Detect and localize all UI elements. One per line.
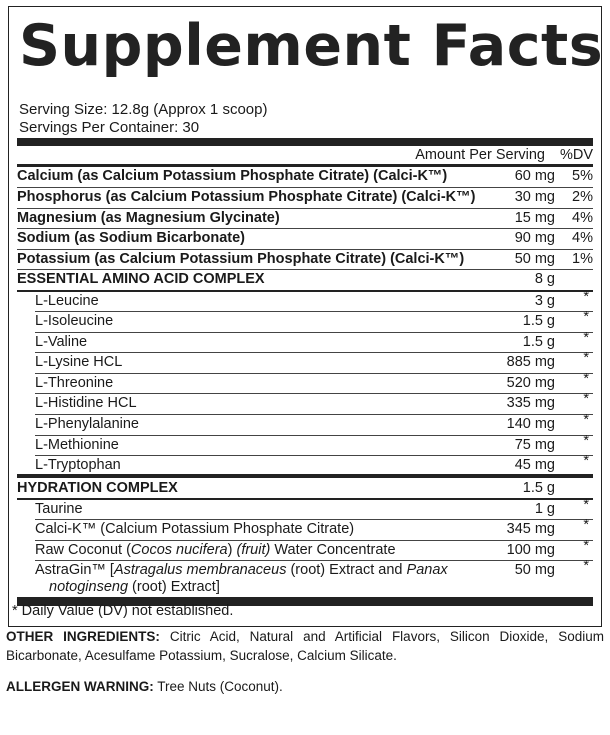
ingredient-row xyxy=(17,540,593,560)
ingredient-dv: * xyxy=(583,433,589,449)
ingredient-row xyxy=(17,393,593,413)
nutrient-name: Sodium (as Sodium Bicarbonate) xyxy=(17,230,245,246)
ingredient-amount: 520 mg xyxy=(506,375,555,391)
complex-name: HYDRATION COMPLEX xyxy=(17,480,178,496)
ingredient-row xyxy=(17,455,593,475)
servings-per-container: Servings Per Container: 30 xyxy=(19,119,200,136)
ingredient-amount: 345 mg xyxy=(506,521,555,537)
nutrient-name: Magnesium (as Magnesium Glycinate) xyxy=(17,210,280,226)
nutrient-dv: 1% xyxy=(572,251,593,267)
ingredient-name: L-Histidine HCL xyxy=(35,395,137,411)
column-header xyxy=(17,146,593,164)
nutrient-amount: 90 mg xyxy=(514,230,555,246)
ingredient-name: AstraGin™ [Astragalus membranaceus (root) Extract and Panax notoginseng (root) Extract] xyxy=(35,562,448,595)
ingredient-row xyxy=(17,311,593,331)
ingredient-name: Calci-K™ (Calcium Potassium Phosphate Citrate) xyxy=(35,521,355,537)
ingredient-amount: 140 mg xyxy=(506,416,555,432)
ingredient-name: L-Methionine xyxy=(35,437,119,453)
other-ingredients-label: OTHER INGREDIENTS: xyxy=(6,629,160,644)
ingredient-amount: 885 mg xyxy=(506,354,555,370)
nutrient-dv: 5% xyxy=(572,168,593,184)
ingredient-amount: 50 mg xyxy=(514,562,555,578)
ingredient-name: Taurine xyxy=(35,501,83,517)
ingredient-name: L-Tryptophan xyxy=(35,457,121,473)
thick-divider-top xyxy=(17,138,593,146)
footnote: * Daily Value (DV) not established. xyxy=(12,603,234,619)
ingredient-amount: 1.5 g xyxy=(522,334,555,350)
ingredient-name: Raw Coconut (Cocos nucifera) (fruit) Water Concentrate xyxy=(35,542,396,558)
nutrient-amount: 60 mg xyxy=(514,168,555,184)
nutrient-amount: 15 mg xyxy=(514,210,555,226)
ingredient-row xyxy=(17,373,593,393)
ingredient-amount: 100 mg xyxy=(506,542,555,558)
nutrient-row-calcium xyxy=(17,166,593,186)
ingredient-amount: 1 g xyxy=(534,501,555,517)
ingredient-row xyxy=(17,435,593,455)
ingredient-row xyxy=(17,414,593,434)
amount-header: Amount Per Serving xyxy=(415,147,545,163)
ingredient-dv: * xyxy=(583,517,589,533)
other-ingredients xyxy=(6,627,604,665)
ingredient-amount: 45 mg xyxy=(514,457,555,473)
ingredient-name: L-Lysine HCL xyxy=(35,354,123,370)
nutrient-dv: 2% xyxy=(572,189,593,205)
ingredient-row xyxy=(17,499,593,519)
nutrient-amount: 50 mg xyxy=(514,251,555,267)
complex-row-amino xyxy=(17,269,593,289)
complex-amount: 1.5 g xyxy=(522,480,555,496)
ingredient-row xyxy=(17,291,593,311)
other-ingredients-text: Citric Acid, Natural and Artificial Flavors, Silicon Dioxide, Sodium Bicarbonate, Acesulfame Potassium, Sucralose, Calcium Silicate. xyxy=(6,629,604,663)
ingredient-name: L-Valine xyxy=(35,334,88,350)
nutrient-row-potassium xyxy=(17,249,593,269)
nutrient-amount: 30 mg xyxy=(514,189,555,205)
nutrient-dv: 4% xyxy=(572,230,593,246)
ingredient-amount: 75 mg xyxy=(514,437,555,453)
ingredient-dv: * xyxy=(583,309,589,325)
allergen-label: ALLERGEN WARNING: xyxy=(6,679,154,694)
supplement-facts-panel xyxy=(8,6,602,627)
dv-header: %DV xyxy=(559,147,593,163)
allergen-text: Tree Nuts (Coconut). xyxy=(153,679,283,694)
complex-name: ESSENTIAL AMINO ACID COMPLEX xyxy=(17,271,265,287)
ingredient-amount: 3 g xyxy=(534,293,555,309)
ingredient-name: L-Threonine xyxy=(35,375,114,391)
ingredient-name: L-Phenylalanine xyxy=(35,416,139,432)
nutrient-row-sodium xyxy=(17,228,593,248)
nutrient-name: Phosphorus (as Calcium Potassium Phosphate Citrate) (Calci-K™) xyxy=(17,189,476,205)
ingredient-dv: * xyxy=(583,412,589,428)
ingredient-dv: * xyxy=(583,538,589,554)
serving-size: Serving Size: 12.8g (Approx 1 scoop) xyxy=(19,101,268,118)
ingredient-name: L-Isoleucine xyxy=(35,313,114,329)
panel-title: Supplement Facts xyxy=(19,13,604,79)
ingredient-amount: 335 mg xyxy=(506,395,555,411)
complex-row-hydration xyxy=(17,478,593,498)
ingredient-row xyxy=(17,352,593,372)
nutrient-name: Calcium (as Calcium Potassium Phosphate Citrate) (Calci-K™) xyxy=(17,168,448,184)
allergen-warning xyxy=(6,678,283,696)
ingredient-dv: * xyxy=(583,453,589,469)
ingredient-dv: * xyxy=(583,371,589,387)
ingredient-row xyxy=(17,519,593,539)
ingredient-dv: * xyxy=(583,558,589,574)
ingredient-row xyxy=(17,332,593,352)
complex-amount: 8 g xyxy=(534,271,555,287)
nutrient-row-magnesium xyxy=(17,208,593,228)
ingredient-dv: * xyxy=(583,497,589,513)
ingredient-dv: * xyxy=(583,391,589,407)
nutrient-dv: 4% xyxy=(572,210,593,226)
ingredient-row xyxy=(17,560,593,596)
ingredient-dv: * xyxy=(583,330,589,346)
ingredient-dv: * xyxy=(583,289,589,305)
ingredient-amount: 1.5 g xyxy=(522,313,555,329)
nutrient-row-phosphorus xyxy=(17,187,593,207)
ingredient-dv: * xyxy=(583,350,589,366)
ingredient-name: L-Leucine xyxy=(35,293,99,309)
nutrient-name: Potassium (as Calcium Potassium Phosphate Citrate) (Calci-K™) xyxy=(17,251,465,267)
